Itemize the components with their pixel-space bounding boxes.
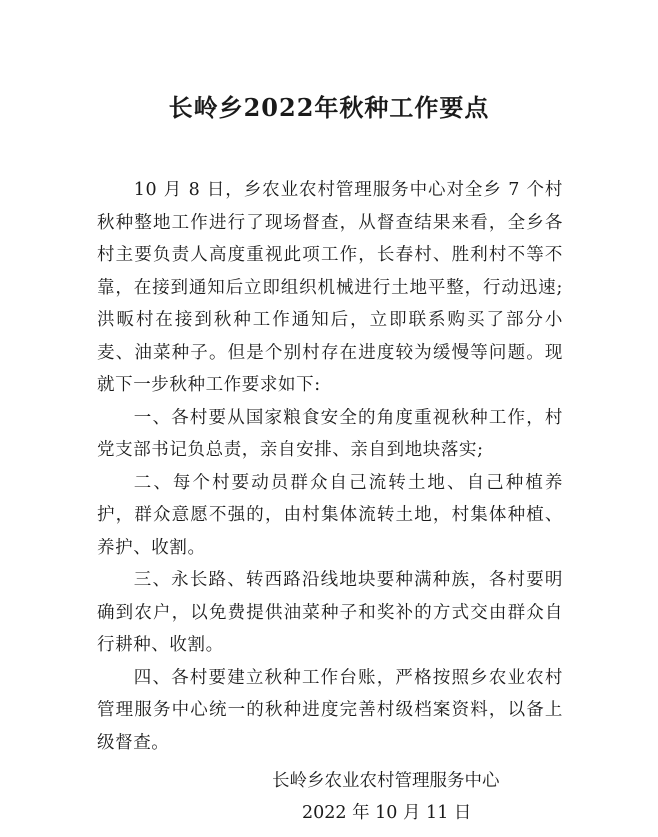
intro-paragraph: 10 月 8 日，乡农业农村管理服务中心对全乡 7 个村秋种整地工作进行了现场督查，从督查结果来看，全乡各村主要负责人高度重视此项工作，长春村、胜利村不等不靠，在接到通知后立即组织机械进行土地平整，行动迅速;洪畈村在接到秋种工作通知后，立即联系购买了部分小麦、油菜种子。但是个别村存在进度较为缓慢等问题。现就下一步秋种工作要求如下: — [97, 180, 563, 395]
requirement-item-2: 二、每个村要动员群众自己流转土地、自己种植养护，群众意愿不强的，由村集体流转土地，村集体种植、养护、收割。 — [97, 472, 563, 558]
requirement-item-4: 四、各村要建立秋种工作台账，严格按照乡农业农村管理服务中心统一的秋种进度完善村级档案资料，以备上级督查。 — [97, 667, 563, 753]
document-body — [97, 174, 563, 759]
signature-block — [260, 765, 560, 829]
requirement-item-3: 三、永长路、转西路沿线地块要种满种族，各村要明确到农户，以免费提供油菜种子和奖补的方式交由群众自行耕种、收割。 — [97, 570, 563, 655]
signature-organization: 长岭乡农业农村管理服务中心 — [272, 771, 500, 791]
requirement-item-1: 一、各村要从国家粮食安全的角度重视秋种工作，村党支部书记负总责，亲自安排、亲自到地块落实; — [97, 407, 563, 460]
document-title: 长岭乡2022年秋种工作要点 — [168, 93, 490, 122]
signature-date: 2022 年 10 月 11 日 — [302, 803, 472, 823]
